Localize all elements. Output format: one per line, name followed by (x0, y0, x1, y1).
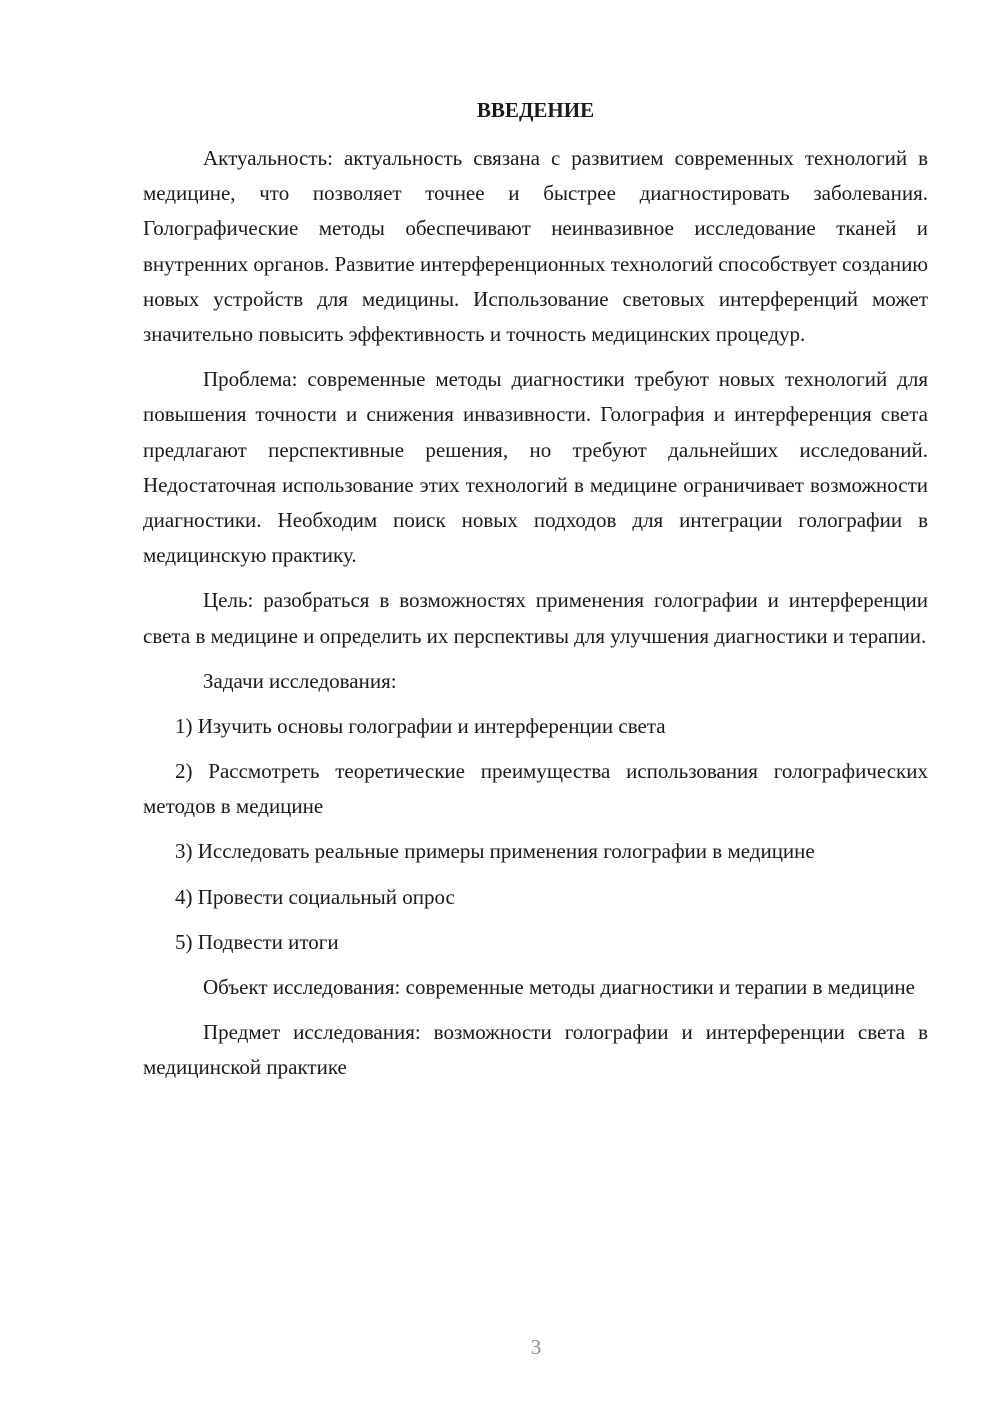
task-item: 1) Изучить основы голографии и интерференции света (175, 713, 666, 738)
task-item: 3) Исследовать реальные примеры применения голографии в медицине (175, 839, 815, 864)
page-content (143, 93, 928, 1096)
task-item: 5) Подвести итоги (175, 929, 339, 954)
tasks-heading: Задачи исследования: (203, 668, 397, 693)
paragraph-goal: Цель: разобраться в возможностях применения голографии и интерференции света в медицине и определить их перспективы для улучшения диагностики и терапии. (143, 588, 928, 648)
paragraph-object: Объект исследования: современные методы диагностики и терапии в медицине (203, 975, 915, 1000)
paragraph-relevance: Актуальность: актуальность связана с развитием современных технологий в медицине, что позволяет точнее и быстрее диагностировать заболевания. Голографические методы обеспечивают неинвазивное исследование тканей и внутренних органов. Развитие интерференционных технологий способствует созданию новых устройств для медицины. Использование световых интерференций может значительно повысить эффективность и точность медицинских процедур. (143, 146, 928, 347)
paragraph-problem: Проблема: современные методы диагностики требуют новых технологий для повышения точности и снижения инвазивности. Голография и интерференция света предлагают перспективные решения, но требуют дальнейших исследований. Недостаточная использование этих технологий в медицине ограничивает возможности диагностики. Необходим поиск новых подходов для интеграции голографии в медицинскую практику. (143, 367, 928, 568)
task-item: 2) Рассмотреть теоретические преимущества использования голографических методов в медицине (143, 759, 928, 819)
task-item: 4) Провести социальный опрос (175, 884, 455, 909)
paragraph-subject: Предмет исследования: возможности голографии и интерференции света в медицинской практике (143, 1020, 928, 1080)
section-heading: ВВЕДЕНИЕ (476, 98, 595, 122)
page-number: 3 (530, 1335, 542, 1359)
